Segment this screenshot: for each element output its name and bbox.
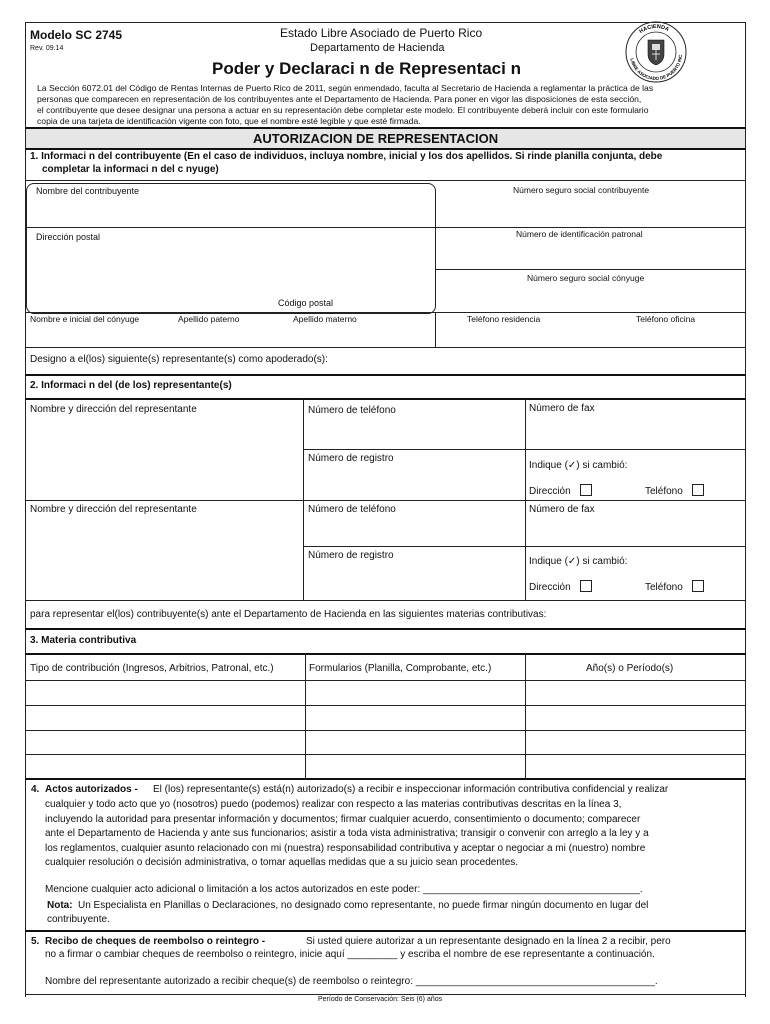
col-anos-periodos: Año(s) o Período(s) (586, 663, 674, 674)
rule-rep1-mid (303, 449, 745, 450)
s3-row-rule-3 (25, 730, 745, 731)
s3-row-rule-2 (25, 705, 745, 706)
tel-residencia-label: Teléfono residencia (467, 314, 541, 324)
nota-line-2: contribuyente. (47, 914, 110, 925)
col-tipo-contribucion: Tipo de contribución (Ingresos, Arbitrios, Patronal, etc.) (30, 663, 274, 674)
section4-line-4: ante el Departamento de Hacienda y ante sus funcionarios; asistir a toda vista administrativa; transigir o convenir con arreglo a la ley y a (45, 828, 649, 839)
rep2-telefono-checkbox[interactable] (692, 580, 704, 592)
rule-s3-head (25, 653, 746, 655)
rule-spouse-top (25, 312, 745, 313)
frame-top (25, 22, 745, 23)
section5-title: Recibo de cheques de reembolso o reintegro - (45, 936, 266, 947)
s3-col-divider-2 (525, 654, 526, 778)
agency-line-2: Departamento de Hacienda (310, 42, 445, 54)
id-patronal-label: Número de identificación patronal (516, 229, 643, 239)
rep1-registro-label: Número de registro (308, 453, 394, 464)
section4-line-6: cualquier resolución o decisión administrativa, o tomar aquellas medidas que a su juicio sean procedentes. (45, 857, 519, 868)
frame-left (25, 22, 26, 997)
section4-line-3: incluyendo la autoridad para presentar información y documentos; firmar cualquier acuerdo, consentimiento o documento; comparecer (45, 814, 641, 825)
apellido-paterno-label: Apellido paterno (178, 314, 240, 324)
frame-right (745, 22, 746, 997)
rule-rep2-bottom (25, 600, 745, 601)
para-representar-text: para representar el(los) contribuyente(s) ante el Departamento de Hacienda en las siguientes materias contributivas: (30, 609, 547, 620)
intro-line-4: copia de una tarjeta de identificación vigente con foto, que el nombre esté legible y que esté firmada. (37, 116, 421, 126)
section1-heading-line1: 1. Informaci n del contribuyente (En el caso de individuos, incluya nombre, inicial y los dos apellidos. Si rinde planilla conjunta, debe (30, 151, 663, 162)
rep2-direccion-label: Dirección (529, 582, 571, 593)
section5-nombre[interactable]: Nombre del representante autorizado a recibir cheque(s) de reembolso o reintegro: ___________________________________________. (45, 976, 658, 987)
rep1-direccion-label: Dirección (529, 486, 571, 497)
col-formularios: Formularios (Planilla, Comprobante, etc.) (309, 663, 492, 674)
rep1-telefono-change-label: Teléfono (645, 486, 683, 497)
rep2-telefono-change-label: Teléfono (645, 582, 683, 593)
rule-rep2-mid (303, 546, 745, 547)
s3-col-divider-1 (305, 654, 306, 778)
form-revision: Rev. 09.14 (30, 45, 64, 52)
section2-heading: 2. Informaci n del (de los) representante(s) (30, 380, 232, 391)
rep1-nombre-label: Nombre y dirección del representante (30, 404, 197, 415)
rule-s5-top (25, 930, 746, 932)
seal-ring-text: LIBRE ASOCIADO DE PUERTO RIC (629, 54, 684, 82)
section4-number: 4. (31, 784, 40, 795)
hacienda-seal (622, 20, 690, 84)
taxpayer-name-address-box[interactable] (26, 183, 436, 314)
rule-s1-top (25, 180, 745, 181)
seal-top-text: HACIENDA (638, 23, 670, 36)
section5-number: 5. (31, 936, 40, 947)
intro-line-2: personas que comparecen en representación de los contribuyentes ante el Departamento de Hacienda. Para poner en vigor las disposiciones de esta sección, (37, 94, 642, 104)
intro-line-1: La Sección 6072.01 del Código de Rentas Internas de Puerto Rico de 2011, según enmendado, faculta al Secretario de Hacienda a reglamentar la práctica de las (37, 83, 654, 93)
rep2-direccion-checkbox[interactable] (580, 580, 592, 592)
rule-s2-head (25, 398, 746, 400)
ss-contribuyente-label: Número seguro social contribuyente (513, 185, 650, 195)
s3-row-rule-1 (25, 680, 745, 681)
rep1-telefono-checkbox[interactable] (692, 484, 704, 496)
intro-line-3: el contribuyente que desee designar una persona a actuar en su representación debe completar este modelo. El contribuyente deberá incluir con este formulario (37, 105, 649, 115)
s3-row-rule-4 (25, 754, 745, 755)
rep1-fax-label: Número de fax (529, 403, 595, 414)
rule-spouse-bottom (25, 347, 745, 348)
section3-heading: 3. Materia contributiva (30, 635, 137, 646)
rep2-registro-label: Número de registro (308, 550, 394, 561)
nota-line-1: Un Especialista en Planillas o Declaraciones, no designado como representante, no puede firmar ningún documento en lugar del (78, 900, 649, 911)
section1-heading-line2: completar la informaci n del c nyuge) (42, 164, 219, 175)
nombre-conyuge-label: Nombre e inicial del cónyuge (30, 314, 140, 324)
rule-s2-top (25, 374, 746, 376)
rule-rep-divider (25, 500, 745, 501)
tel-oficina-label: Teléfono oficina (636, 314, 696, 324)
section4-line-1: El (los) representante(s) está(n) autorizado(s) a recibir e inspeccionar información contributiva confidencial y realizar (153, 784, 669, 795)
rep2-nombre-label: Nombre y dirección del representante (30, 504, 197, 515)
rule-s3-top (25, 628, 746, 630)
section5-line-2[interactable]: no a firmar o cambiar cheques de reembolso o reintegro, inicie aquí _________ y escriba el nombre de ese representante a continuación. (45, 949, 655, 960)
direccion-postal-label: Dirección postal (36, 232, 101, 242)
rep1-indique-label: Indique (✓) si cambió: (529, 460, 628, 471)
ss-conyuge-label: Número seguro social cónyuge (527, 273, 645, 283)
rep1-telefono-label: Número de teléfono (308, 405, 396, 416)
page-title: Poder y Declaraci n de Representaci n (212, 59, 521, 78)
rule-s4-top (25, 778, 746, 780)
section5-line-1: Si usted quiere autorizar a un representante designado en la línea 2 a recibir, pero (306, 936, 671, 947)
nota-label: Nota: (47, 900, 73, 911)
rule-spouse-divider (435, 312, 436, 347)
mencione-text[interactable]: Mencione cualquier acto adicional o limitación a los actos autorizados en este poder: _______________________________________. (45, 884, 643, 895)
rule-ss-2 (435, 269, 745, 270)
banner-bottom-rule (25, 148, 746, 150)
rep1-direccion-checkbox[interactable] (580, 484, 592, 496)
agency-line-1: Estado Libre Asociado de Puerto Rico (280, 26, 483, 40)
rep2-telefono-label: Número de teléfono (308, 504, 396, 515)
form-id: Modelo SC 2745 (30, 28, 123, 42)
rep2-fax-label: Número de fax (529, 504, 595, 515)
nombre-contribuyente-label: Nombre del contribuyente (36, 186, 140, 196)
rule-ss-1 (435, 227, 745, 228)
section4-line-5: los reglamentos, cualquier asunto relacionado con mi (nuestra) responsabilidad contributiva y aceptar o negociar a mi (nuestro) nombre (45, 843, 646, 854)
banner-title: AUTORIZACION DE REPRESENTACION (253, 131, 499, 146)
codigo-postal-label: Código postal (278, 298, 334, 308)
rule-name-divider (26, 227, 435, 228)
frame-bottom (25, 994, 745, 995)
section4-title: Actos autorizados - (45, 784, 138, 795)
footer-retention: Período de Conservación: Seis (6) años (318, 996, 443, 1003)
designo-text: Designo a el(los) siguiente(s) representante(s) como apoderado(s): (30, 354, 328, 365)
section4-line-2: cualquier y todo acto que yo (nosotros) puedo (podemos) realizar con respecto a las materias contributivas descritas en la línea 3, (45, 799, 622, 810)
rep2-indique-label: Indique (✓) si cambió: (529, 556, 628, 567)
apellido-materno-label: Apellido materno (293, 314, 357, 324)
